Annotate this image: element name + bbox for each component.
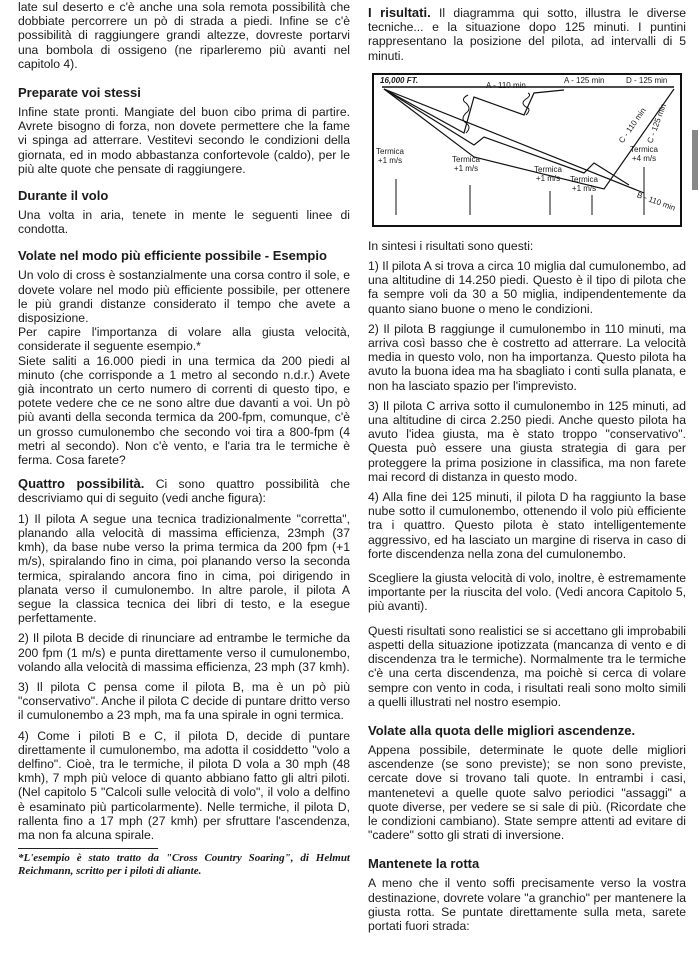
intro-paragraph: late sul deserto e c'è anche una sola remota possibilità che dobbiate percorrere un pò di strada a piedi. Infine se c'è possibilità di raggiungere grandi altezze, dovreste portarvi una bombola di ossigeno (ne riparleremo più avanti nel capitolo 4). xyxy=(18,0,350,71)
label-termica-4: Termica +1 m/s xyxy=(570,174,599,193)
pilot-a-path xyxy=(384,89,564,133)
risultati-text: Il diagramma qui sotto, illustra le diverse tecniche... e la situazione dopo 125 minuti. I puntini rappresentano la posizione del pilota, ad intervalli di 5 minuti. xyxy=(368,6,686,63)
right-column xyxy=(368,0,686,939)
case-1-paragraph: 1) Il pilota A segue una tecnica tradizionalmente "corretta", planando alla velocità di massima efficienza, 23mph (37 kmh), da base nube verso la prima termica da 200 fpm (+1 m/s), spiralando fino in cima, poi planando verso la seconda termica, spiralando ancora fino in cima, poi dirigendo in planata verso il cumulonembo. In altre parole, il pilota A segue la classica tecnica dei libri di testo, e la esegue perfettamente. xyxy=(18,511,350,626)
altitude-label: 16,000 FT. xyxy=(380,75,419,85)
heading-rotta: Mantenete la rotta xyxy=(368,856,480,872)
result-3-paragraph: 3) Il pilota C arriva sotto il cumulonembo in 125 minuti, ad una altitudine di circa 2.250 piedi. Anche questo pilota ha avuto l'idea giusta, ma è stato troppo "conservativo". Questa può essere una giusta strategia di gara per proteggere la prima posizione in classifica, ma non farete mai record di distanza in questo modo. xyxy=(368,398,686,484)
label-d-125: D - 125 min xyxy=(626,75,668,85)
label-a-125: A - 125 min xyxy=(564,75,605,85)
heading-quota: Volate alla quota delle migliori ascendenze. xyxy=(368,722,636,738)
risultati-paragraph xyxy=(368,6,686,63)
quota-paragraph: Appena possibile, determinate le quote delle migliori ascendenze (se sono previste); se non sono previste, cercate dove si trovano tali quote. In entrambi i casi, mantenetevi a quelle quote salvo periodici "assaggi" a quote diverse, per vedere se si sale di più. (Ricordate che le condizioni cambiano). State sempre attenti ad evitare di "cadere" sotto gli strati di inversione. xyxy=(368,742,686,843)
scegliere-paragraph: Scegliere la giusta velocità di volo, inoltre, è estremamente importante per la riuscita del volo. (Vedi ancora Capitolo 5, più avanti). xyxy=(368,571,686,614)
risultati-heading: I risultati. xyxy=(368,5,431,20)
case-3-paragraph: 3) Il pilota C pensa come il pilota B, ma è un pò più "conservativo". Anche il pilota C decide di puntare dritto verso il cumulonembo a 23 mph, ma fa una spirale in ogni termica. xyxy=(18,679,350,723)
label-termica-3: Termica +1 m/s xyxy=(534,164,563,183)
sintesi-paragraph: In sintesi i risultati sono questi: xyxy=(368,238,534,253)
realistici-paragraph: Questi risultati sono realistici se si accettano gli improbabili aspetti della situazione ipotizzata (mancanza di vento e di discendenza tra le termiche). Normalmente tra le termiche c'è una certa discendenza, ma poichè si cerca di volare sempre con vento in coda, i risultati reali sono molto simili a quelli illustrati nel nostro esempio. xyxy=(368,623,686,709)
volate-paragraph-3: Siete saliti a 16.000 piedi in una termica da 200 piedi al minuto (che corrisponde a 1 metro al secondo n.d.r.) Avete già incontrato un certo numero di correnti di questo tipo, e potete vedere che ce ne sono altre due davanti a voi. Un pò più avanti della seconda termica da 200-fpm, comunque, c'è un grosso cumulonembo che secondo voi tira a 800-fpm (4 metri al secondo). Non c'è vento, e l'aria tra le termiche è ferma. Cosa farete? xyxy=(18,353,350,468)
volate-paragraph-1: Un volo di cross è sostanzialmente una corsa contro il sole, e dovete volare nel modo più efficiente possibile, per ottenere le più grandi distanze considerato il tempo che avete a disposizione. xyxy=(18,268,350,326)
label-termica-1: Termica +1 m/s xyxy=(376,146,405,165)
page-edge-mark xyxy=(692,130,698,190)
label-termica-5: Termica +4 m/s xyxy=(630,144,659,163)
quattro-paragraph xyxy=(18,477,350,505)
label-a-110: A - 110 min xyxy=(486,80,526,90)
result-4-paragraph: 4) Alla fine dei 125 minuti, il pilota D ha raggiunto la base nube sotto il cumulonembo, ottenendo il volo più efficiente tra i quattro. Questo pilota è stato intelligentemente aggressivo, ed ha lasciato un margine di riserva in caso di forte discendenza nella zona del cumulonembo. xyxy=(368,490,686,561)
case-2-paragraph: 2) Il pilota B decide di rinunciare ad entrambe le termiche da 200 fpm (1 m/s) e punta direttamente verso il cumulonembo, volando alla velocità di massima efficienza, 23 mph (37 kmh). xyxy=(18,631,350,674)
heading-durante: Durante il volo xyxy=(18,188,109,204)
heading-preparate: Preparate voi stessi xyxy=(18,85,141,101)
result-2-paragraph: 2) Il pilota B raggiunge il cumulonembo in 110 minuti, ma arriva così basso che è costretto ad atterrare. La velocità media in questo volo, non ha importanza. Questo pilota ha avuto la buona idea ma ha sbagliato i conti sulla planata, e non ha lasciato spazio per l'imprevisto. xyxy=(368,321,686,393)
label-termica-2: Termica +1 m/s xyxy=(452,154,481,173)
preparate-paragraph: Infine state pronti. Mangiate del buon cibo prima di partire. Avrete bisogno di forza, non dovete permettere che la fame vi spinga ad atterrare. Vestitevi secondo le condizioni della giornata, ed in modo abbastanza confortevole (caldo), per le più alte quote che pensate di raggiungere. xyxy=(18,105,350,176)
result-1-paragraph: 1) Il pilota A si trova a circa 10 miglia dal cumulonembo, ad una altitudine di 14.250 piedi. Questo è il tipo di pilota che fa sempre voli da 30 a 50 miglia, indipendentemente da quanto siano buone o meno le condizioni. xyxy=(368,259,686,316)
durante-paragraph: Una volta in aria, tenete in mente le seguenti linee di condotta. xyxy=(18,208,350,237)
footnote: *L'esempio è stato tratto da "Cross Country Soaring", di Helmut Reichmann, scritto per i piloti di aliante. xyxy=(18,852,350,878)
volate-paragraph-2: Per capire l'importanza di volare alla giusta velocità, considerate il seguente esempio.* xyxy=(18,325,350,354)
case-4-paragraph: 4) Come i piloti B e C, il pilota D, decide di puntare direttamente il cumulonembo, ma adotta il cosiddetto "volo a delfino". Cioè, tra le termiche, il pilota D vola a 30 mph (48 kmh), 7 mph più veloce di quanto abbiano fatto gli altri piloti. (Nel capitolo 5 "Calcoli sulle velocità di volo", il volo a delfino è esaminato più particolarmente). Nelle termiche, il pilota D, rallenta fino a 17 mph (27 kmh) per sfruttare l'ascendenza, ma non fa alcuna spirale. xyxy=(18,728,350,842)
pilot-b-path xyxy=(384,89,644,193)
label-c-110: C - 110 min xyxy=(617,106,648,145)
footnote-divider xyxy=(18,848,158,849)
rotta-paragraph: A meno che il vento soffi precisamente verso la vostra destinazione, dovrete volare "a granchio" per mantenere la giusta rotta. Se puntate direttamente sulla meta, sarete portati fuori strada: xyxy=(368,876,686,933)
flight-diagram xyxy=(372,73,682,227)
heading-volate: Volate nel modo più efficiente possibile - Esempio xyxy=(18,248,327,264)
label-b-110: B - 110 min xyxy=(635,190,677,213)
left-column xyxy=(18,0,350,878)
label-c-125: C - 125 min xyxy=(645,102,668,145)
quattro-heading: Quattro possibilità. xyxy=(18,476,145,492)
quattro-text: Ci sono quattro possibilità che descriviamo qui di seguito (vedi anche figura): xyxy=(18,477,350,506)
